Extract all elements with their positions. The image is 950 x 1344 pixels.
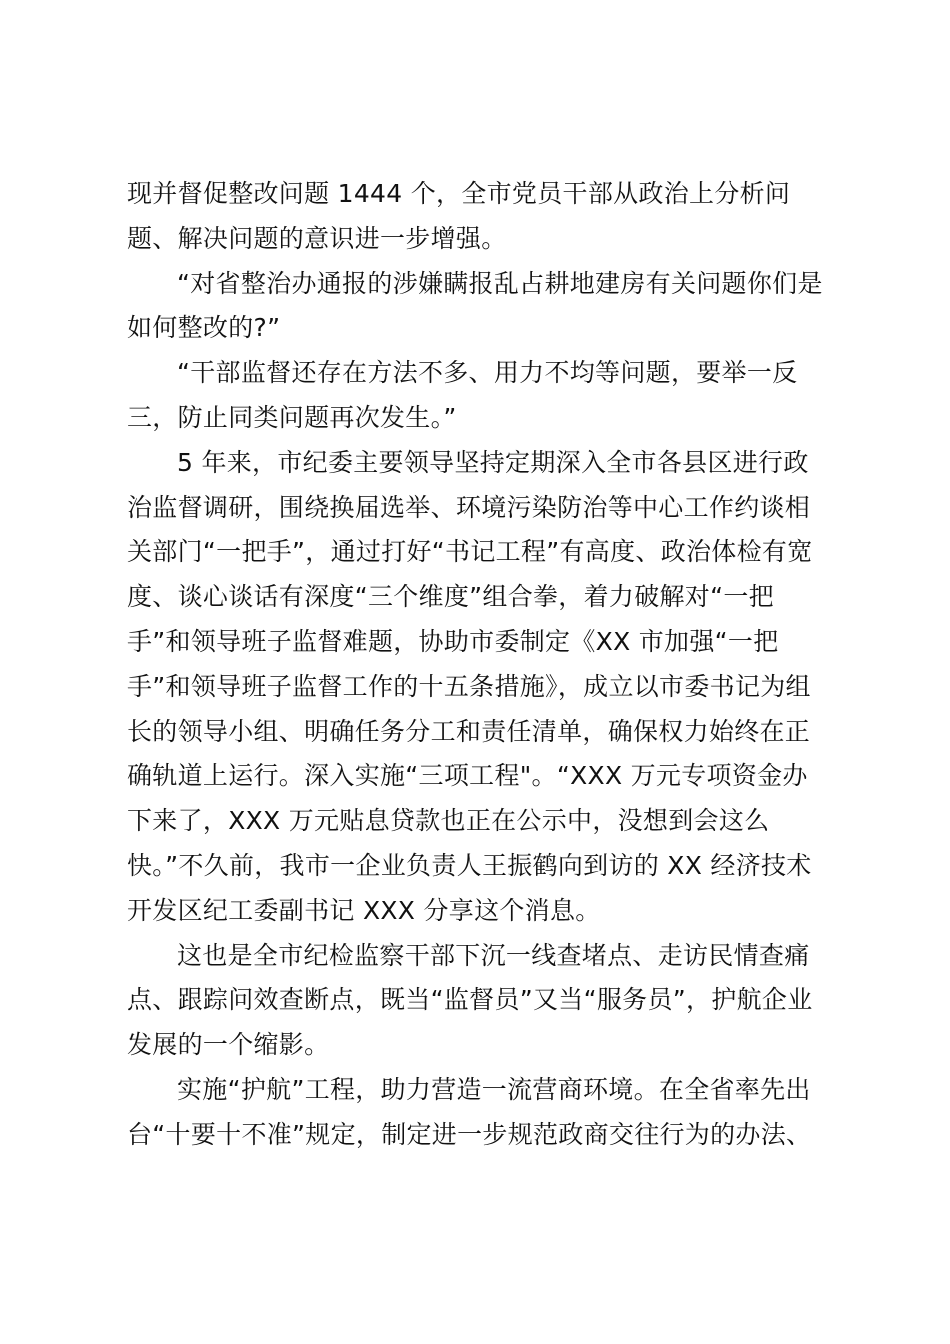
text-line: 确轨道上运行。深入实施“三项工程"。“XXX 万元专项资金办 bbox=[127, 761, 808, 791]
text-line: 题、解决问题的意识进一步增强。 bbox=[127, 223, 507, 253]
text-line: 治监督调研，围绕换届选举、环境污染防治等中心工作约谈相 bbox=[127, 492, 811, 522]
text-line: 下来了，XXX 万元贴息贷款也正在公示中，没想到会这么 bbox=[127, 806, 770, 836]
paragraph-1 bbox=[127, 172, 833, 262]
paragraph-2 bbox=[127, 262, 833, 352]
paragraph-6 bbox=[127, 1068, 833, 1158]
text-line: 台“十要十不准”规定，制定进一步规范政商交往行为的办法、 bbox=[127, 1119, 812, 1149]
text-line: 如何整改的?” bbox=[127, 313, 281, 343]
paragraph-3 bbox=[127, 351, 833, 441]
text-line: 三，防止同类问题再次发生。” bbox=[127, 402, 457, 432]
text-line: 关部门“一把手”，通过打好“书记工程”有高度、政治体检有宽 bbox=[127, 537, 813, 567]
document-body bbox=[127, 172, 833, 1158]
text-line: 长的领导小组、明确任务分工和责任清单，确保权力始终在正 bbox=[127, 716, 811, 746]
text-line: 手”和领导班子监督难题，协助市委制定《XX 市加强“一把 bbox=[127, 626, 779, 656]
text-line: 度、谈心谈话有深度“三个维度”组合拳，着力破解对“一把 bbox=[127, 582, 774, 612]
text-line: 这也是全市纪检监察干部下沉一线查堵点、走访民情查痛 bbox=[177, 940, 810, 970]
text-line: 实施“护航”工程，助力营造一流营商环境。在全省率先出 bbox=[177, 1074, 811, 1104]
paragraph-5 bbox=[127, 934, 833, 1068]
text-line: 现并督促整改问题 1444 个，全市党员干部从政治上分析问 bbox=[127, 179, 791, 208]
text-line: 开发区纪工委副书记 XXX 分享这个消息。 bbox=[127, 895, 601, 925]
text-line: 5 年来，市纪委主要领导坚持定期深入全市各县区进行政 bbox=[177, 447, 809, 477]
text-line: 发展的一个缩影。 bbox=[127, 1030, 330, 1060]
text-line: 点、跟踪问效查断点，既当“监督员”又当“服务员”，护航企业 bbox=[127, 985, 813, 1015]
text-line: “对省整治办通报的涉嫌瞒报乱占耕地建房有关问题你们是 bbox=[177, 268, 823, 298]
text-line: 手”和领导班子监督工作的十五条措施》，成立以市委书记为组 bbox=[127, 671, 811, 701]
text-line: 快。”不久前，我市一企业负责人王振鹤向到访的 XX 经济技术 bbox=[127, 850, 812, 880]
text-line: “干部监督还存在方法不多、用力不均等问题，要举一反 bbox=[177, 358, 798, 388]
paragraph-4 bbox=[127, 441, 833, 934]
